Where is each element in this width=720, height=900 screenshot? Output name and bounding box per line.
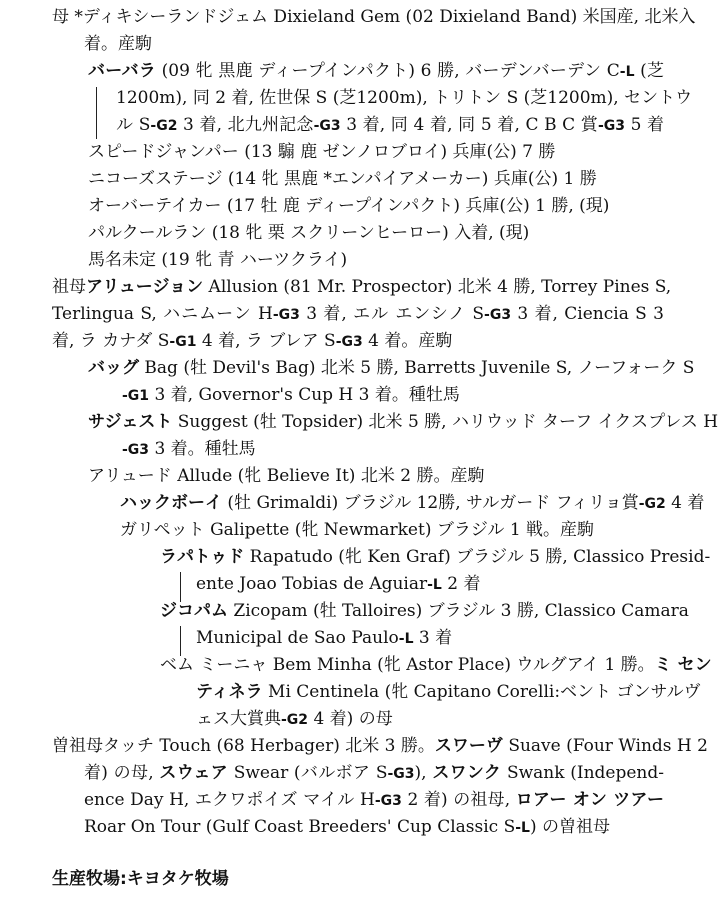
text-run: パルクールラン (18 牝 栗 スクリーンヒーロー) 入着, (現) <box>88 223 530 243</box>
horse-name: サジェスト <box>88 412 173 432</box>
text-run: 馬名未定 (19 牝 青 ハーツクライ) <box>88 250 348 270</box>
text-run: 4 着) の母 <box>308 709 393 729</box>
text-run: Roar On Tour (Gulf Coast Breeders' Cup Classic S <box>84 817 516 837</box>
text-line <box>88 465 484 487</box>
grade-label: -G3 <box>597 118 625 134</box>
text-run: Suave (Four Winds H 2 <box>502 736 708 756</box>
text-run: ), <box>414 763 433 783</box>
text-line <box>160 654 712 676</box>
text-run: Rapatudo (牝 Ken Graf) ブラジル 5 勝, Classico Presid- <box>244 547 711 567</box>
text-run: 4 着。産駒 <box>362 331 453 351</box>
bracket-line <box>180 626 181 656</box>
text-run: ガリペット Galipette (牝 Newmarket) ブラジル 1 戦。産駒 <box>120 520 595 540</box>
text-run: ) の曽祖母 <box>529 817 611 837</box>
grade-label: -G3 <box>313 118 341 134</box>
text-run: 1200m), 同 2 着, 佐世保 S (芝1200m), トリトン S (芝1200m), セントウ <box>116 88 693 108</box>
text-line <box>52 330 452 353</box>
text-run: (芝 <box>634 61 664 81</box>
text-run: 3 着 <box>413 628 453 648</box>
horse-name: ロアー オン ツアー <box>515 790 664 810</box>
text-run: ェス大賞典 <box>196 709 281 729</box>
text-line <box>52 6 696 28</box>
text-run: Terlingua S, ハニムーン H <box>52 304 273 324</box>
horse-name: スワーヴ <box>434 736 503 756</box>
text-line <box>120 492 704 515</box>
text-run: 2 着) の祖母, <box>401 790 516 810</box>
text-run: 3 着。種牡馬 <box>149 439 256 459</box>
grade-label: -G3 <box>484 307 512 323</box>
grade-label: -G2 <box>638 496 666 512</box>
grade-label: -G3 <box>335 334 363 350</box>
text-run: 着, ラ カナダ S <box>52 331 170 351</box>
text-run: Suggest (牡 Topsider) 北米 5 勝, ハリウッド ターフ イクスプレス H <box>172 412 719 432</box>
text-run: Bag (牡 Devil's Bag) 北米 5 勝, Barretts Juvenile S, ノーフォーク S <box>139 358 695 378</box>
bracket-line <box>96 87 97 139</box>
bracket-line <box>180 572 181 602</box>
text-run: 5 着 <box>625 115 664 135</box>
text-line <box>52 868 229 890</box>
text-line <box>84 33 152 55</box>
text-run: 着。産駒 <box>84 34 152 54</box>
text-run: 2 着 <box>441 574 481 594</box>
text-line <box>84 816 610 839</box>
horse-name: ミ セン <box>654 655 712 675</box>
grade-label: -G3 <box>374 793 402 809</box>
text-run: ベム ミーニャ Bem Minha (牝 Astor Place) ウルグアイ 1 勝。 <box>160 655 655 675</box>
text-line <box>116 114 664 137</box>
text-line <box>160 546 711 568</box>
horse-name: バーバラ <box>88 61 157 81</box>
text-run: 曽祖母タッチ Touch (68 Herbager) 北米 3 勝。 <box>52 736 435 756</box>
text-line <box>88 249 347 271</box>
text-line <box>52 276 672 298</box>
text-line <box>88 411 719 433</box>
text-run: ニコーズステージ (14 牝 黒鹿 *エンパイアメーカー) 兵庫(公) 1 勝 <box>88 169 597 189</box>
grade-label: -L <box>515 820 530 836</box>
horse-name: ハックボーイ <box>120 493 222 513</box>
text-run: ence Day H, エクワポイズ マイル H <box>84 790 375 810</box>
horse-name: バッグ <box>88 358 139 378</box>
text-line <box>88 60 664 83</box>
horse-name: ティネラ <box>196 682 263 702</box>
text-run: 3 着, Governor's Cup H 3 着。種牡馬 <box>149 385 460 405</box>
text-run: 3 着, 同 4 着, 同 5 着, C B C 賞 <box>340 115 598 135</box>
horse-name: 生産牧場:キヨタケ牧場 <box>52 869 229 889</box>
text-run: 着) の母, <box>84 763 160 783</box>
grade-label: -G1 <box>169 334 197 350</box>
grade-label: -G2 <box>281 712 309 728</box>
text-run: スピードジャンパー (13 騸 鹿 ゼンノロブロイ) 兵庫(公) 7 勝 <box>88 142 556 162</box>
grade-label: -G1 <box>122 388 150 404</box>
text-line <box>122 438 256 461</box>
text-run: (牡 Grimaldi) ブラジル 12勝, サルガード フィリョ賞 <box>222 493 639 513</box>
text-line <box>196 627 452 650</box>
text-run: アリュード Allude (牝 Believe It) 北米 2 勝。産駒 <box>88 466 485 486</box>
horse-name: ジコパム <box>160 601 228 621</box>
text-run: 4 着 <box>665 493 705 513</box>
grade-label: -G3 <box>272 307 300 323</box>
horse-name: アリュージョン <box>86 277 204 297</box>
text-line <box>196 681 701 703</box>
text-line <box>116 87 693 109</box>
text-line <box>196 708 393 731</box>
text-line <box>160 600 689 622</box>
grade-label: -L <box>619 64 635 80</box>
grade-label: -L <box>427 577 442 593</box>
text-line <box>84 762 664 785</box>
text-line <box>120 519 594 541</box>
text-line <box>88 222 529 244</box>
text-run: 母 *ディキシーランドジェム Dixieland Gem (02 Dixieland Band) 米国産, 北米入 <box>52 7 696 27</box>
text-run: 祖母 <box>52 277 86 297</box>
text-line <box>88 195 609 217</box>
text-run: Zicopam (牡 Talloires) ブラジル 3 勝, Classico Camara <box>228 601 689 621</box>
grade-label: -G2 <box>150 118 178 134</box>
text-run: (09 牝 黒鹿 ディープインパクト) 6 勝, バーデンバーデン C <box>156 61 620 81</box>
text-run: Swear (バルボア S <box>227 763 388 783</box>
text-line <box>84 789 664 812</box>
text-run: 3 着, エル エンシノ S <box>299 304 485 324</box>
horse-name: ラパトゥド <box>160 547 245 567</box>
grade-label: -L <box>398 631 414 647</box>
text-run: オーバーテイカー (17 牡 鹿 ディープインパクト) 兵庫(公) 1 勝, (現) <box>88 196 610 216</box>
text-run: ente Joao Tobias de Aguiar <box>196 574 428 594</box>
grade-label: -G3 <box>387 766 415 782</box>
text-line <box>88 357 695 379</box>
text-run: 3 着, 北九州記念 <box>177 115 314 135</box>
text-line <box>52 735 708 757</box>
text-line <box>88 141 555 163</box>
text-run: ル S <box>116 115 151 135</box>
text-run: 4 着, ラ ブレア S <box>196 331 336 351</box>
text-run: 3 着, Ciencia S 3 <box>511 304 664 324</box>
horse-name: スワンク <box>432 763 502 783</box>
text-run: Swank (Independ- <box>501 763 665 783</box>
text-run: Allusion (81 Mr. Prospector) 北米 4 勝, Torrey Pines S, <box>203 277 672 297</box>
horse-name: スウェア <box>159 763 228 783</box>
text-line <box>88 168 597 190</box>
text-run: Mi Centinela (牝 Capitano Corelli:ベント ゴンサルヴ <box>262 682 701 702</box>
text-line <box>52 303 664 326</box>
text-line <box>122 384 460 407</box>
grade-label: -G3 <box>122 442 150 458</box>
text-run: Municipal de Sao Paulo <box>196 628 399 648</box>
text-line <box>196 573 480 596</box>
